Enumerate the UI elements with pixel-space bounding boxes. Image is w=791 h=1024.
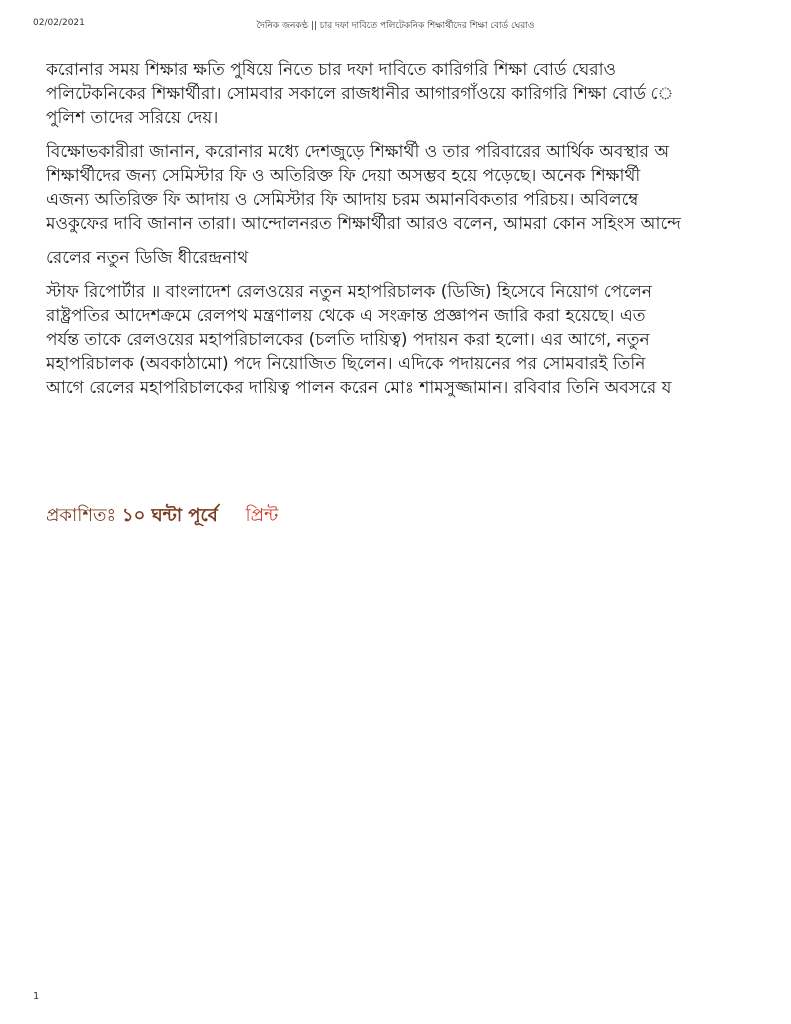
text-line: আগে রেলের মহাপরিচালকের দায়িত্ব পালন করেন মোঃ শামসুজ্জামান। রবিবার তিনি অবসরে য [46, 378, 672, 398]
text-line: পুলিশ তাদের সরিয়ে দেয়। [46, 108, 219, 128]
article-meta [46, 504, 278, 528]
text-line: এজন্য অতিরিক্ত ফি আদায় ও সেমিস্টার ফি আদায় চরম অমানবিকতার পরিচয়। অবিলম্বে [46, 190, 639, 210]
text-line: মহাপরিচালক (অবকাঠামো) পদে নিয়োজিত ছিলেন। এদিকে পদায়নের পর সোমবারই তিনি [46, 354, 646, 374]
article-body [46, 58, 791, 410]
article-paragraph-2 [46, 140, 791, 236]
article-paragraph-3 [46, 280, 791, 400]
text-line: পর্যন্ত তাকে রেলওয়ের মহাপরিচালকের (চলতি দায়িত্ব) পদায়ন করা হলো। এর আগে, নতুন [46, 330, 650, 350]
article-paragraph-1 [46, 58, 791, 130]
published-label: প্রকাশিতঃ [46, 505, 117, 526]
published-time: ১০ ঘন্টা পূর্বে [121, 505, 218, 526]
text-line: শিক্ষার্থীদের জন্য সেমিস্টার ফি ও অতিরিক্ত ফি দেয়া অসম্ভব হয়ে পড়েছে। অনেক শিক্ষার্থী [46, 166, 641, 186]
print-page-title: দৈনিক জনকণ্ঠ || চার দফা দাবিতে পলিটেকনিক শিক্ষার্থীদের শিক্ষা বোর্ড ঘেরাও [256, 21, 535, 31]
text-line: স্টাফ রিপোর্টার ॥ বাংলাদেশ রেলওয়ের নতুন মহাপরিচালক (ডিজি) হিসেবে নিয়োগ পেলেন [46, 282, 652, 302]
print-date: 02/02/2021 [33, 18, 85, 28]
text-line: পলিটেকনিকের শিক্ষার্থীরা। সোমবার সকালে রাজধানীর আগারগাঁওয়ে কারিগরি শিক্ষা বোর্ড ে [46, 84, 674, 104]
text-line: করোনার সময় শিক্ষার ক্ষতি পুষিয়ে নিতে চার দফা দাবিতে কারিগরি শিক্ষা বোর্ড ঘেরাও [46, 60, 617, 80]
page-number: 1 [33, 991, 40, 1002]
text-line: বিক্ষোভকারীরা জানান, করোনার মধ্যে দেশজুড়ে শিক্ষার্থী ও তার পরিবারের আর্থিক অবস্থার অ [46, 142, 670, 162]
print-header [0, 18, 791, 32]
text-line: মওকুফের দাবি জানান তারা। আন্দোলনরত শিক্ষার্থীরা আরও বলেন, আমরা কোন সহিংস আন্দে [46, 214, 681, 234]
print-link[interactable]: প্রিন্ট [245, 505, 279, 526]
text-line: রাষ্ট্রপতির আদেশক্রমে রেলপথ মন্ত্রণালয় থেকে এ সংক্রান্ত প্রজ্ঞাপন জারি করা হয়েছে। এত [46, 306, 646, 326]
article-subheading: রেলের নতুন ডিজি ধীরেন্দ্রনাথ [46, 248, 249, 268]
